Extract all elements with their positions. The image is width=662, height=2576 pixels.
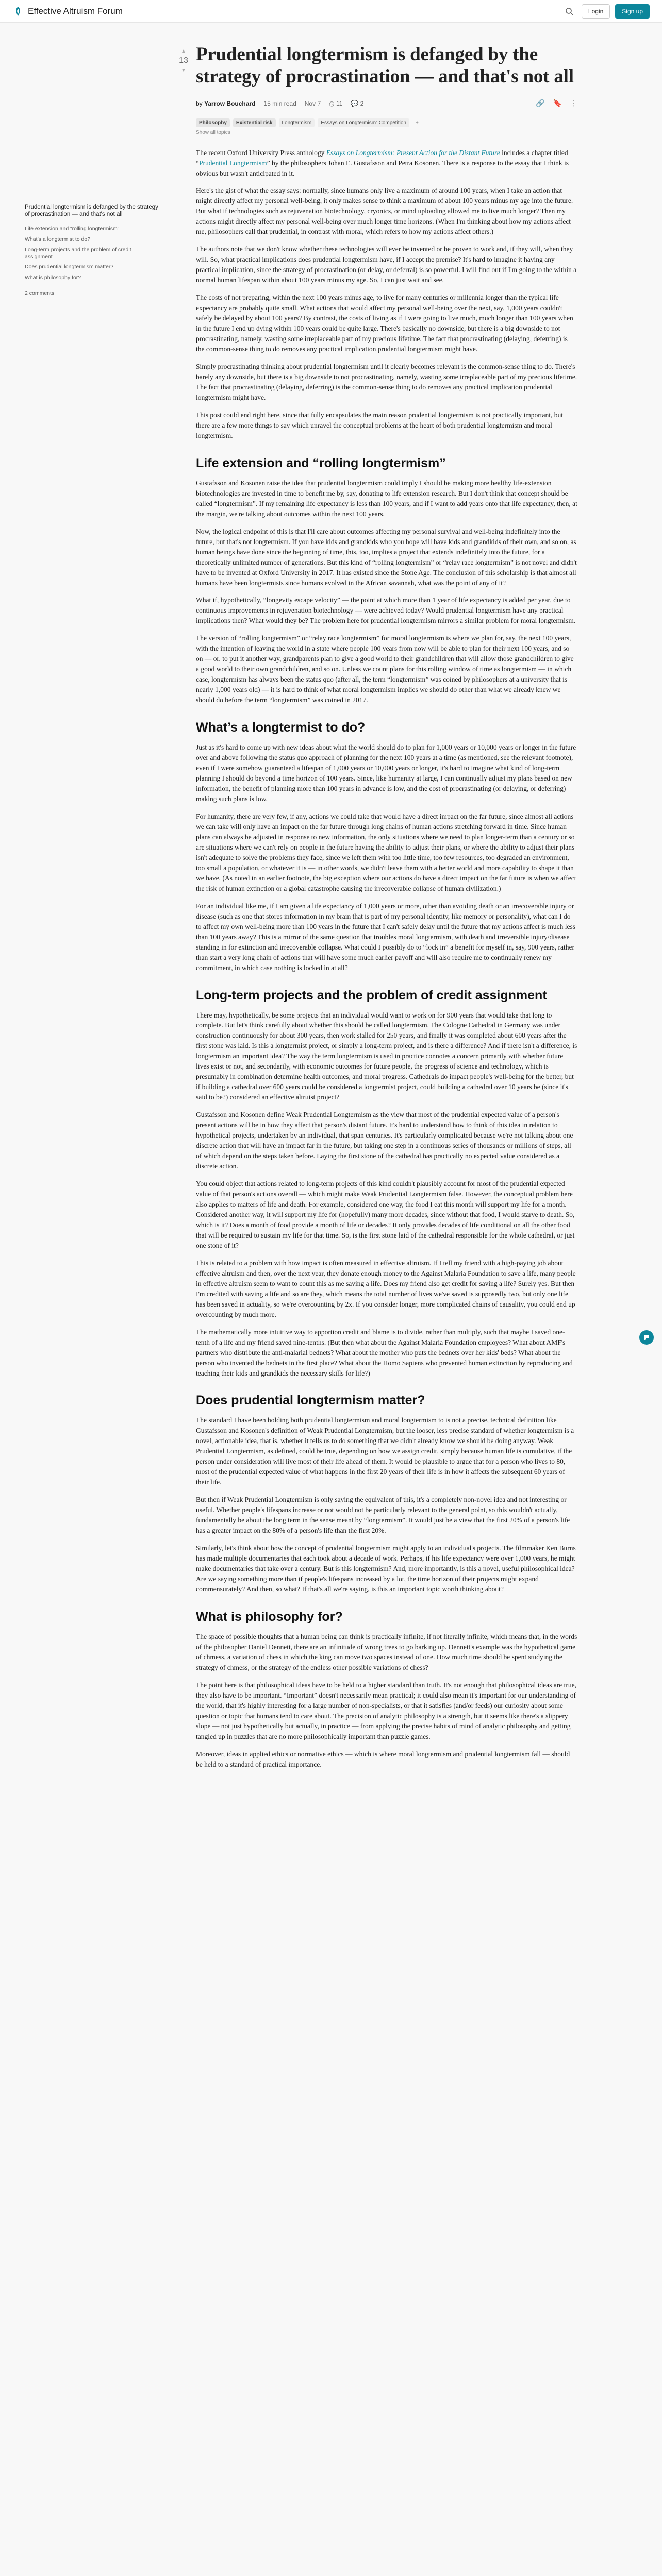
paragraph: The mathematically more intuitive way to apportion credit and blame is to divide, rather than multiply, such that maybe I saved one-tenth of a life and my friend saved nine-tenths. (But then what about the Against Malaria Foundation employees? What about AMF's partners who distribute the anti-malarial bednets? What about the mother who puts the bednets over her kids' beds? What about the person who invented the bednets in the first place? What about the Homo Sapiens who prevented human extinction by reproducing and teaching their kids and grandkids the necessary skills for life?) [196,1328,573,1377]
paragraph: For humanity, there are very few, if any, actions we could take that would have a direct impact on the far future, since almost all actions we can take will only have an impact on the far future through long chains of human actions stretching forward in time. Since human plans can always be adjusted in response to new information, the only situations where we need to plan longer-term than a century or so are situations where we can't rely on people in the future having the ability to adjust their plans, or where the ability to adjust their plans isn't adequate to solve the problems they face, since we left them with too little time, too few resources, too degraded an environment, too small a population, or whatever it is — in other words, we didn't leave them with a better world and more capability to shape it than we have. (As noted in an earlier footnote, the big exception where our actions do have a direct impact on the far future is when we affect the risk of human extinction or a global catastrophe causing the irrecoverable collapse of human civilization.) [196,812,576,892]
anthology-link[interactable]: Essays on Longtermism: Present Action for the Distant Future [326,148,500,157]
paragraph: The authors note that we don't know whether these technologies will ever be invented or be proven to work and, if they will, when they will. So, what practical implications does prudential longtermism have, if I accept the premise? It's hard to imagine it having any practical implication, since the strategy of procrastination (or delay, or deferral) is so powerful. I will find out if I'm going to the within a normal human lifespan within about 100 years minus my age. So, I can just wait and see. [196,245,577,284]
byline: by Yarrow Bouchard [196,99,256,107]
chapter-link[interactable]: Prudential Longtermism [199,159,267,167]
show-all-topics[interactable]: Show all topics [196,129,230,135]
post [196,43,577,1777]
toc-item[interactable]: Long-term projects and the problem of credit assignment [25,246,131,260]
paragraph: What if, hypothetically, “longevity escape velocity” — the point at which more than 1 year of life expectancy is added per year, due to continuous improvements in rejuvenation biotechnology — were achieved today? Would prudential longtermism have any practical implications then? What would they be? The problem here for prudential longtermism mirrors a similar problem for moral longtermism. [196,596,576,625]
brand[interactable] [12,6,123,17]
comment-count[interactable]: 💬 2 [351,99,364,107]
paragraph: The point here is that philosophical ideas have to be held to a higher standard than truth. It's not enough that philosophical ideas are true, they also have to be important. “Important” doesn't necessarily mean practical; it could also mean it's important for our understanding of the world, that it's highly interesting for a large number of non-specialists, or that it satisfies (and/or feeds) our curiosity about some question or topic that humans tend to care about. The precision of analytic philosophy is a strength, but it seems like there's a slippery slope — not just hypothetically but actually, in practice — from applying the precise habits of mind of analytic philosophy and getting tangled up in puzzles that are no more philosophically important than puzzle games. [196,1681,576,1740]
paragraph: There may, hypothetically, be some projects that an individual would want to work on for 900 years that would take that long to complete. But let's think carefully about whether this should be called longtermism. The Cologne Cathedral in Germany was under construction continuously for about 300 years, then work stalled for 250 years, and finally it was completed about 600 years after the first stone was laid. Is this a longtermist project, or simply a long-term project, and is there a difference? And if there isn't a difference, is longtermism an important idea? The way the term longtermism is used in practice connotes a concern primarily with whether future lives exist or not, and secondarily, with economic outcomes for future people, the progress of science and technology, which is presumably in combination determine health outcomes, and moral progress. Cathedrals do impact people's well-being for the better, but if building a cathedral over 600 years could be considered a longtermist project, could building a cathedral over 10 years be (since it's said to be?) considered an effective altruist project? [196,1011,577,1101]
section-heading: Life extension and “rolling longtermism” [196,455,446,470]
toc-item[interactable]: Life extension and “rolling longtermism” [25,225,120,232]
paragraph: Now, the logical endpoint of this is that I'll care about outcomes affecting my personal survival and well-being indefinitely into the future, but that's not longtermism. If you have kids and grandkids who you hope will have kids and grandkids of their own, and so on, as human beings have done since the beginning of time, this, too, implies a project that extends indefinitely into the future, for a theoretically unlimited number of generations. But this kind of “rolling longtermism” or “relay race longtermism” is not novel and didn't have to be invented at Oxford University in 2017. It has existed since the Stone Age. The conclusion of this scholarship is that almost all humans have been longtermists since humans evolved in the African savannah, what was the point of any of it? [196,527,577,587]
paragraph: This post could end right here, since that fully encapsulates the main reason prudential longtermism is not practically important, but there are a few more things to say which unravel the conceptual problems at the heart of both prudential longtermism and moral longtermism. [196,411,563,439]
signup-button[interactable]: Sign up [615,4,650,19]
toc-item[interactable]: What is philosophy for? [25,274,81,281]
paragraph: The version of “rolling longtermism” or “relay race longtermism” for moral longtermism is where we plan for, say, the next 100 years, with the intention of leaving the world in a state where people 100 years from now will be able to plan for their next 100 years, and so on — or, to put it another way, grandparents plan to give a good world to their grandchildren that will allow those grandchildren to give a good world to their own grandchildren, and so on. Unless we count plans for this rolling window of time as longtermism — in which case, longtermism has always been the status quo (after all, the term “longtermism” was coined by philosophers at a university that is nearly 1,000 years old) — it is hard to think of what moral longtermism implies we should do other than what we already knew we should do before the term “longtermism” was coined in 2017. [196,634,574,704]
paragraph: Gustafsson and Kosonen define Weak Prudential Longtermism as the view that most of the prudential expected value of a person's present actions will be in how they affect that person's distant future. It's hard to understand how to think of this idea in relation to hypothetical projects, undertaken by an individual, that span centuries. It's particularly complicated because we're not talking about one discrete action that will have an impact far in the future, but taking one step in a continuous series of thousands or millions of steps, all of which depend on the steps taken before. Laying the first stone of the cathedral has practically no expected value considered as a discrete action. [196,1111,573,1171]
top-bar [0,0,662,23]
post-title: Prudential longtermism is defanged by the strategy of procrastination — and that's not all [196,44,574,88]
section-heading: Does prudential longtermism matter? [196,1393,425,1408]
paragraph: You could object that actions related to long-term projects of this kind couldn't plausibly account for most of the prudential expected value of that person's actions overall — which might make Weak Prudential Longtermism false. However, the conceptual problem here also applies to matters of life and death. For example, considered one way, the food I eat this month will support my life for a month. Considered another way, it will support my life for (hopefully) many more decades, since without that food, I would starve to death. So, which is it? Does a month of food provide a month of life or decades? It only provides decades of life conditional on all the other food that will be required to sustain my life for that time. So, is the first stone laid of the cathedral responsible for the whole cathedral, or just one stone of it? [196,1180,575,1249]
post-date: Nov 7 [304,99,321,107]
vote-widget [177,48,190,73]
add-tag-button[interactable]: + [415,120,419,126]
link-icon[interactable]: 🔗 [536,99,545,108]
tag-chip[interactable]: Essays on Longtermism: Competition [318,118,409,127]
tag-chip[interactable]: Longtermism [279,118,315,127]
toc-comments-link[interactable]: 2 comments [25,290,55,297]
section-heading: What’s a longtermist to do? [196,720,366,735]
paragraph: The costs of not preparing, within the next 100 years minus age, to live for many centuries or millennia longer than the typical life expectancy are probably quite small. What actions that would affect my personal well-being over the next, say, 1,000 years couldn't safely be delayed by about 100 years? By contrast, the costs of living as if I were going to live much, much longer than 100 years when in the future I end up dying within 100 years could be quite large. There's basically no downside, but there is a big downside to not procrastinating, namely, wasting some irreplaceable part of my precious lifetime. The fact that procrastinating (delaying, deferring) is the common-sense thing to do removes any practical implication prudential longtermism might have. [196,294,573,353]
login-button[interactable]: Login [582,4,610,19]
toc-item[interactable]: Does prudential longtermism matter? [25,264,114,270]
bookmark-icon[interactable]: 🔖 [553,99,562,108]
forum-logo-icon [12,6,24,17]
vote-score: 13 [179,56,188,65]
more-options-icon[interactable]: ⋮ [570,99,577,108]
paragraph: The standard I have been holding both prudential longtermism and moral longtermism to is not a precise, technical definition like Gustafsson and Kosonen's definition of Weak Prudential Longtermism, but the looser, less precise standard of whether longtermism is a novel, actionable idea, that is, whether it tells us to do something that we didn't already know we should be doing anyway. Weak Prudential Longtermism, as defined, could be true, depending on how we assign credit, simply because human life is cumulative, if the person under consideration will live most of their life ahead of them. It would be plausible to argue that for a person who lives to 80, most of the prudential expected value of what happens in the first 20 years of their life is in how it affects the subsequent 60 years of their life. [196,1416,574,1486]
section-heading: Long-term projects and the problem of credit assignment [196,988,547,1003]
search-icon[interactable] [562,4,576,19]
paragraph: Simply procrastinating thinking about prudential longtermism until it clearly becomes relevant is the common-sense thing to do. There's barely any downside, but there is a big downside to not procrastinating, namely, wasting some irreplaceable part of my precious lifetime. The fact that procrastinating (delaying, deferring) is the common-sense thing to do removes any practical implication prudential longtermism might have. [196,363,577,401]
section-heading: What is philosophy for? [196,1609,343,1624]
paragraph: Gustafsson and Kosonen raise the idea that prudential longtermism could imply I should be making more healthy life-extension biotechnologies are invested in time to benefit me by, say, donating to life extension research. But I don't think that concept should be called “longtermism”. If my remaining life expectancy is less than 100 years, and if I want to add years onto that life expectancy, then, at the margin, we're talking about outcomes within the next 100 years. [196,479,577,518]
post-body [196,148,577,1770]
paragraph: This is related to a problem with how impact is often measured in effective altruism. If I tell my friend with a high-paying job about effective altruism and then, over the next year, they donate enough money to the Against Malaria Foundation to save a life, many people in effective altruism seem to want to count this as me saving a life. Does my friend also get credit for saving a life? Surely yes. But then I'm credited with saving a life and so are they, which means the total number of lives we've saved is supposedly two, but only one life has been saved in actuality, so we're overcounting by 2x. If you consider longer, more complicated chains of causality, you could end up overcounting by much more. [196,1259,576,1318]
paragraph: But then if Weak Prudential Longtermism is only saying the equivalent of this, it's a completely non-novel idea and not interesting or useful. Whether people's lifespans increase or not would not be particularly relevant to the general point, so this wouldn't actually, fundamentally be about the long term in the sense meant by “longtermism”. It would just be a view that the first 20% of a person's life has a greater impact on the 80% of a person's life than the first 20%. [196,1496,570,1535]
table-of-contents [25,204,159,296]
paragraph: Moreover, ideas in applied ethics or normative ethics — which is where moral longtermism and prudential longtermism fall — should be held to a standard of practical importance. [196,1750,570,1768]
toc-title[interactable]: Prudential longtermism is defanged by the strategy of procrastination — and that's not all [25,204,158,218]
views: ◷ 11 [329,99,343,107]
paragraph: The recent Oxford University Press anthology Essays on Longtermism: Present Action for the Distant Future includes a chapter titled “Prudential Longtermism” by the philosophers Johan E. Gustafsson and Petra Kosonen. There is a response to the essay that I think is obvious but wasn't anticipated in it. [196,148,569,177]
tag-list [196,118,577,127]
chat-bubble-icon[interactable] [639,1330,654,1345]
downvote-icon[interactable]: ▼ [181,67,186,73]
post-meta [196,97,577,110]
author-link[interactable]: Yarrow Bouchard [204,99,256,107]
paragraph: Just as it's hard to come up with new ideas about what the world should do to plan for 1,000 years or 10,000 years or longer in the future over and above following the status quo approach of planning for the next 100 years at a time (as mentioned, see the relevant footnote), even if I were somehow guaranteed a lifespan of 1,000 years or 10,000 years or longer, it's hard to imagine what kind of long-term planning I should do beyond a time horizon of 100 years. Since, like humanity at large, I can continually adjust my plans based on new information, the benefit of planning more than 100 years in advance is low, and the cost of procrastinating (or delaying, or deferring) making such plans is low. [196,743,576,803]
paragraph: For an individual like me, if I am given a life expectancy of 1,000 years or more, other than avoiding death or an irrecoverable injury or disease (such as one that stores information in my brain that is part of my personal identity, like memory or personality), what can I do to affect my own well-being more than 100 years in the future that I can't safely delay until the future that my actions affect is much less than 100 years away? This is a mirror of the same question that troubles moral longtermism, with death and irreversible injury/disease standing in for extinction and irrecoverable collapse. What could I possibly do to “lock in” a benefit for myself in, say, 900 years, rather than start a very long chain of actions that will have some much earlier payoff and will also require me to continually renew my commitment, in which case nothing is locked in at all? [196,902,575,972]
paragraph: Here's the gist of what the essay says: normally, since humans only live a maximum of around 100 years, when I take an action that might directly affect my personal well-being, it only makes sense to think a maximum of about 100 years minus my age into the future. But what if technologies such as rejuvenation biotechnology, cryonics, or mind uploading allowed me to live much longer? Then my actions might directly affect my personal well-being over much longer time horizons. (When I'm thinking about how my actions affect me, philosophers call that prudential, in contrast with moral, which refers to how my actions affect others.) [196,187,573,236]
paragraph: Similarly, let's think about how the concept of prudential longtermism might apply to an individual's projects. The filmmaker Ken Burns has made multiple documentaries that each took about a decade of work. Perhaps, if his life expectancy were over 1,000 years, he might make documentaries that take over a century. But is this longtermism? And, more importantly, is this a novel, useful philosophical idea? Are we saying something more than if people's lifespans increased by a lot, the time horizon of their projects might expand commensurately? And then, so what? If that's all we're saying, is this an important topic worth thinking about? [196,1544,576,1593]
tag-chip[interactable]: Philosophy [196,118,230,127]
brand-name: Effective Altruism Forum [28,6,123,16]
toc-item[interactable]: What’s a longtermist to do? [25,236,91,243]
upvote-icon[interactable]: ▲ [181,48,186,54]
tag-chip[interactable]: Existential risk [233,118,276,127]
read-time: 15 min read [263,99,296,107]
paragraph: The space of possible thoughts that a human being can think is practically infinite, if not literally infinite, which means that, in the words of the philosopher Daniel Dennett, there are an infinitude of wrong trees to go barking up. Dennett's example was the hypothetical game of chmess, a variation of chess in which the king can move two spaces instead of one. How much time should be spent studying the strategy of chmess, or the strategy of the endless other possible variations of chess? [196,1632,577,1671]
